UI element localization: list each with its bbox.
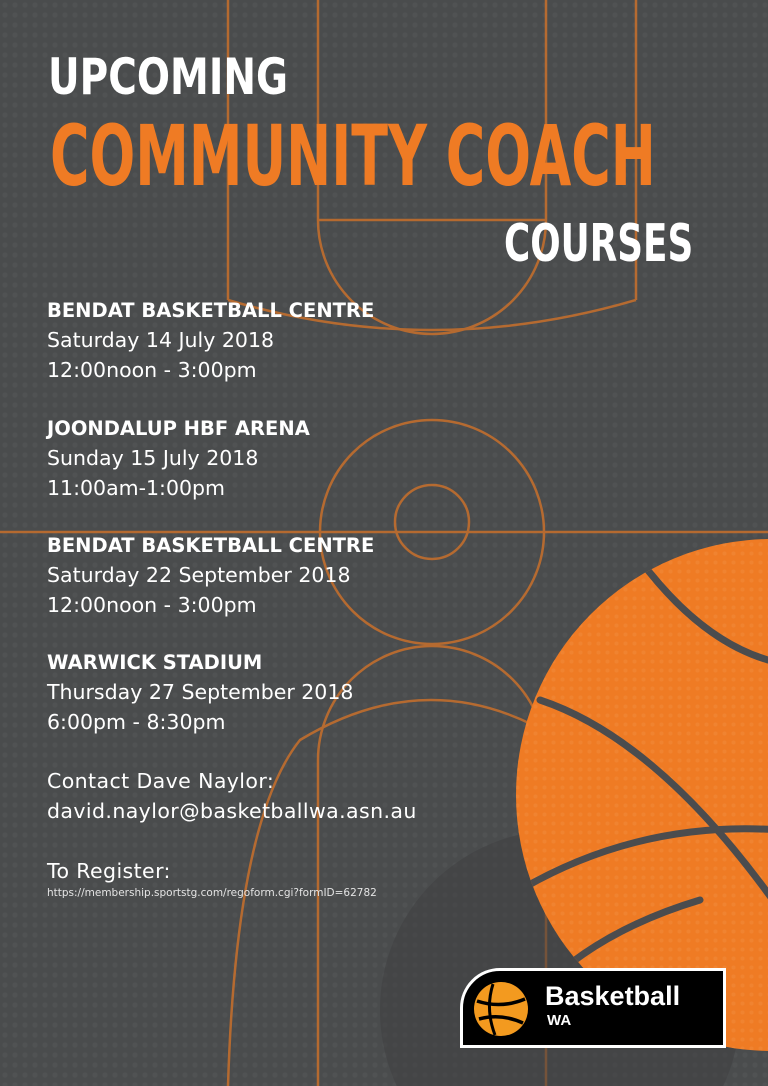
- title-courses: COURSES: [504, 214, 694, 274]
- event-4: [47, 648, 353, 737]
- event-time: 6:00pm - 8:30pm: [47, 710, 226, 734]
- event-venue: JOONDALUP HBF ARENA: [47, 417, 310, 440]
- event-time: 12:00noon - 3:00pm: [47, 358, 257, 382]
- event-venue: BENDAT BASKETBALL CENTRE: [47, 299, 375, 322]
- event-1: [47, 296, 374, 385]
- title-upcoming: UPCOMING: [48, 48, 289, 106]
- contact-label: Contact Dave Naylor:: [47, 769, 275, 793]
- event-date: Saturday 14 July 2018: [47, 328, 275, 352]
- event-venue: WARWICK STADIUM: [47, 651, 263, 674]
- event-2: [47, 414, 310, 503]
- title-community-coach: COMMUNITY COACH: [50, 107, 656, 205]
- event-date: Thursday 27 September 2018: [47, 680, 354, 704]
- event-time: 12:00noon - 3:00pm: [47, 593, 257, 617]
- logo-brand-text: Basketball: [545, 981, 681, 1011]
- event-3: [47, 531, 374, 620]
- event-time: 11:00am-1:00pm: [47, 476, 226, 500]
- register-block: [47, 856, 377, 900]
- basketball-icon: [471, 979, 531, 1039]
- contact-email-link[interactable]: david.naylor@basketballwa.asn.au: [47, 799, 417, 823]
- basketball-wa-logo: [460, 968, 726, 1048]
- event-venue: BENDAT BASKETBALL CENTRE: [47, 534, 375, 557]
- contact-block: [47, 766, 417, 826]
- event-date: Saturday 22 September 2018: [47, 563, 351, 587]
- event-date: Sunday 15 July 2018: [47, 446, 259, 470]
- logo-sub-text: WA: [547, 1012, 572, 1029]
- register-label: To Register:: [47, 859, 171, 883]
- register-url-link[interactable]: https://membership.sportstg.com/regoform.cgi?formID=62782: [47, 887, 377, 899]
